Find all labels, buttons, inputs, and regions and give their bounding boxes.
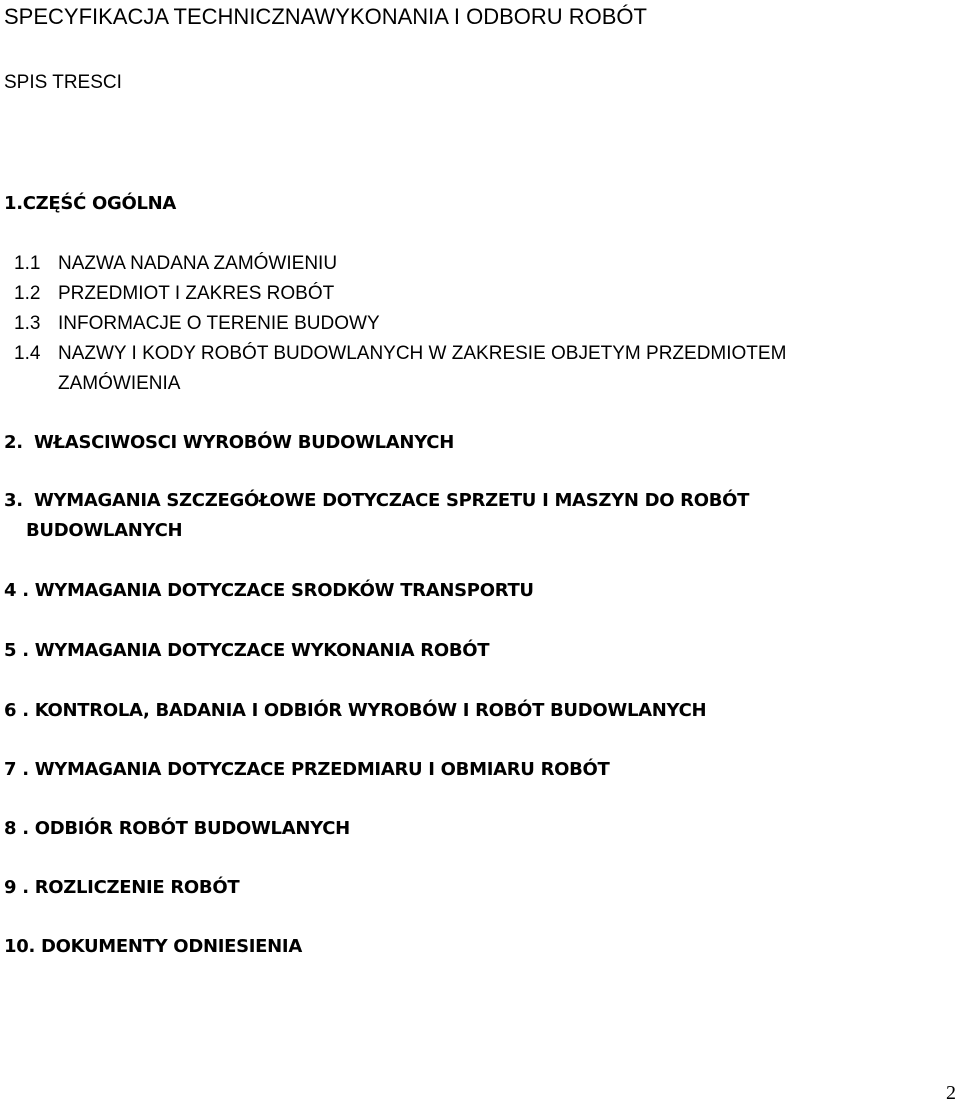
toc-entry-number: 9 . [4,877,29,898]
toc-subentry-1-4 [14,343,786,365]
toc-entry-9 [4,877,239,898]
document-title: SPECYFIKACJA TECHNICZNAWYKONANIA I ODBORU ROBÓT [4,4,647,29]
toc-subentry-1-4-continuation: ZAMÓWIENIA [58,373,181,394]
toc-entry-number: 1.1 [14,253,41,274]
toc-entry-label: PRZEDMIOT I ZAKRES ROBÓT [58,283,335,304]
page-number: 2 [946,1082,956,1104]
toc-entry-number: 1. [4,193,23,214]
toc-entry-number: 1.4 [14,343,41,364]
toc-entry-10 [4,936,302,957]
toc-entry-number: 1.2 [14,283,41,304]
toc-entry-number: 10. [4,936,35,957]
toc-entry-5 [4,640,489,661]
toc-entry-label: DOKUMENTY ODNIESIENIA [40,936,302,957]
toc-entry-label: WŁASCIWOSCI WYROBÓW BUDOWLANYCH [34,432,454,453]
toc-subentry-1-1 [14,253,337,275]
toc-entry-label: ODBIÓR ROBÓT BUDOWLANYCH [34,818,350,839]
toc-entry-6 [4,700,706,721]
toc-entry-label: WYMAGANIA DOTYCZACE SRODKÓW TRANSPORTU [34,580,534,601]
toc-subentry-1-3 [14,313,380,335]
toc-entry-label: NAZWA NADANA ZAMÓWIENIU [58,253,338,274]
toc-entry-label: WYMAGANIA DOTYCZACE PRZEDMIARU I OBMIARU ROBÓT [34,759,610,780]
toc-entry-label: WYMAGANIA SZCZEGÓŁOWE DOTYCZACE SPRZETU I MASZYN DO ROBÓT [34,490,750,511]
toc-entry-label: CZĘŚĆ OGÓLNA [22,193,177,214]
toc-entry-3 [4,490,749,511]
toc-entry-label: ROZLICZENIE ROBÓT [34,877,240,898]
toc-entry-4 [4,580,534,601]
toc-entry-number: 4 . [4,580,29,601]
toc-entry-3-continuation: BUDOWLANYCH [26,520,183,541]
toc-entry-7 [4,759,610,780]
toc-entry-label: INFORMACJE O TERENIE BUDOWY [58,313,380,334]
toc-entry-2 [4,432,454,453]
toc-entry-number: 2. [4,432,23,453]
toc-entry-label: NAZWY I KODY ROBÓT BUDOWLANYCH W ZAKRESIE OBJETYM PRZEDMIOTEM [58,343,787,364]
toc-entry-number: 6 . [4,700,29,721]
toc-entry-label: WYMAGANIA DOTYCZACE WYKONANIA ROBÓT [34,640,490,661]
toc-entry-number: 1.3 [14,313,41,334]
toc-entry-number: 7 . [4,759,29,780]
toc-entry-number: 8 . [4,818,29,839]
toc-entry-1 [4,193,176,214]
toc-entry-number: 5 . [4,640,29,661]
toc-entry-label: KONTROLA, BADANIA I ODBIÓR WYROBÓW I ROBÓT BUDOWLANYCH [34,700,707,721]
toc-entry-8 [4,818,350,839]
toc-entry-number: 3. [4,490,23,511]
toc-heading: SPIS TRESCI [4,72,122,93]
toc-subentry-1-2 [14,283,334,305]
